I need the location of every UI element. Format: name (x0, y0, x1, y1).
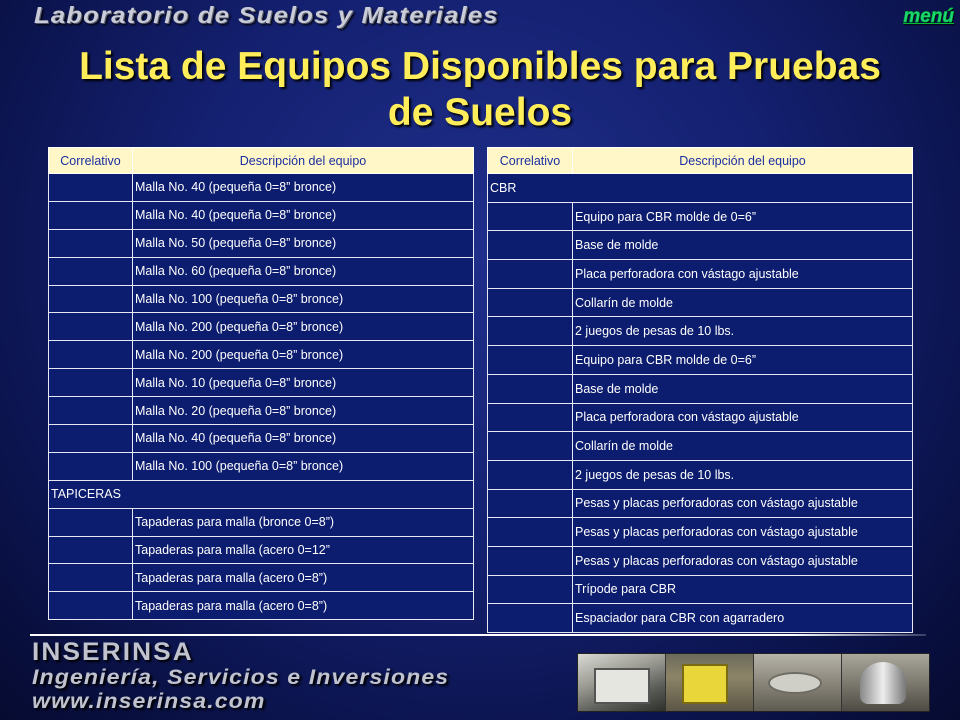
correlativo-cell (488, 374, 573, 403)
table-row (488, 374, 913, 403)
footer-divider (30, 634, 926, 636)
correlativo-cell (488, 202, 573, 231)
table-body (488, 174, 913, 633)
section-row (49, 480, 474, 508)
table-row (49, 369, 474, 397)
descripcion-cell: Tapaderas para malla (bronce 0=8”) (133, 508, 474, 536)
table-header-row (488, 148, 913, 174)
equipment-photo-strip (577, 653, 930, 712)
table-row (49, 201, 474, 229)
column-header-descripcion: Descripción del equipo (573, 148, 913, 174)
table-row (49, 564, 474, 592)
table-row (488, 575, 913, 604)
correlativo-cell (49, 369, 133, 397)
descripcion-cell: Pesas y placas perforadoras con vástago ajustable (573, 546, 913, 575)
yellow-case-photo (666, 654, 754, 711)
descripcion-cell: Malla No. 40 (pequeña 0=8” bronce) (133, 425, 474, 453)
table-row (49, 536, 474, 564)
correlativo-cell (488, 432, 573, 461)
table-row (49, 341, 474, 369)
table-row (49, 174, 474, 202)
descripcion-cell: Tapaderas para malla (acero 0=12” (133, 536, 474, 564)
descripcion-cell: Malla No. 100 (pequeña 0=8” bronce) (133, 452, 474, 480)
page-title-line2: de Suelos (387, 91, 573, 134)
correlativo-cell (488, 260, 573, 289)
correlativo-cell (488, 346, 573, 375)
company-tagline: Ingeniería, Servicios e Inversiones (32, 666, 450, 689)
correlativo-cell (49, 229, 133, 257)
table-row (488, 518, 913, 547)
table-row (488, 546, 913, 575)
correlativo-cell (488, 546, 573, 575)
descripcion-cell: Malla No. 10 (pequeña 0=8” bronce) (133, 369, 474, 397)
table-row (49, 397, 474, 425)
correlativo-cell (488, 317, 573, 346)
column-header-correlativo: Correlativo (488, 148, 573, 174)
correlativo-cell (488, 460, 573, 489)
correlativo-cell (49, 257, 133, 285)
company-website: www.inserinsa.com (32, 690, 266, 713)
table-row (488, 260, 913, 289)
correlativo-cell (49, 313, 133, 341)
descripcion-cell: Tapaderas para malla (acero 0=8”) (133, 592, 474, 620)
descripcion-cell: Equipo para CBR molde de 0=6” (573, 202, 913, 231)
correlativo-cell (49, 201, 133, 229)
descripcion-cell: Placa perforadora con vástago ajustable (573, 403, 913, 432)
correlativo-cell (488, 518, 573, 547)
correlativo-cell (488, 489, 573, 518)
descripcion-cell: Trípode para CBR (573, 575, 913, 604)
table-row (49, 313, 474, 341)
descripcion-cell: Malla No. 50 (pequeña 0=8” bronce) (133, 229, 474, 257)
correlativo-cell (49, 341, 133, 369)
correlativo-cell (49, 174, 133, 202)
oven-photo (578, 654, 666, 711)
descripcion-cell: 2 juegos de pesas de 10 lbs. (573, 460, 913, 489)
correlativo-cell (49, 564, 133, 592)
table-header-row (49, 148, 474, 174)
correlativo-cell (49, 536, 133, 564)
descripcion-cell: Malla No. 40 (pequeña 0=8” bronce) (133, 174, 474, 202)
correlativo-cell (49, 397, 133, 425)
descripcion-cell: Base de molde (573, 374, 913, 403)
descripcion-cell: Equipo para CBR molde de 0=6” (573, 346, 913, 375)
section-row (488, 174, 913, 203)
descripcion-cell: Malla No. 200 (pequeña 0=8” bronce) (133, 313, 474, 341)
mixer-photo (842, 654, 929, 711)
table-body (49, 174, 474, 620)
descripcion-cell: Collarín de molde (573, 432, 913, 461)
descripcion-cell: Tapaderas para malla (acero 0=8”) (133, 564, 474, 592)
correlativo-cell (488, 231, 573, 260)
descripcion-cell: Malla No. 100 (pequeña 0=8” bronce) (133, 285, 474, 313)
correlativo-cell (49, 592, 133, 620)
table-row (488, 489, 913, 518)
correlativo-cell (49, 285, 133, 313)
plate-photo (754, 654, 842, 711)
table-row (488, 202, 913, 231)
descripcion-cell: 2 juegos de pesas de 10 lbs. (573, 317, 913, 346)
column-header-correlativo: Correlativo (49, 148, 133, 174)
section-label: CBR (488, 174, 913, 203)
equipment-table-left (48, 147, 474, 620)
company-name: INSERINSA (32, 638, 194, 666)
descripcion-cell: Base de molde (573, 231, 913, 260)
equipment-table-right (487, 147, 913, 633)
table-row (488, 432, 913, 461)
table-row (488, 403, 913, 432)
column-header-descripcion: Descripción del equipo (133, 148, 474, 174)
page-title-line1: Lista de Equipos Disponibles para Pruebas (79, 45, 881, 88)
correlativo-cell (49, 425, 133, 453)
table-row (49, 425, 474, 453)
table-row (488, 231, 913, 260)
correlativo-cell (488, 288, 573, 317)
table-row (488, 317, 913, 346)
descripcion-cell: Malla No. 200 (pequeña 0=8” bronce) (133, 341, 474, 369)
correlativo-cell (488, 604, 573, 633)
descripcion-cell: Malla No. 60 (pequeña 0=8” bronce) (133, 257, 474, 285)
correlativo-cell (49, 508, 133, 536)
menu-link[interactable]: menú (903, 6, 954, 27)
correlativo-cell (488, 575, 573, 604)
table-row (49, 257, 474, 285)
table-row (488, 460, 913, 489)
descripcion-cell: Malla No. 40 (pequeña 0=8” bronce) (133, 201, 474, 229)
table-row (49, 285, 474, 313)
descripcion-cell: Malla No. 20 (pequeña 0=8” bronce) (133, 397, 474, 425)
table-row (488, 346, 913, 375)
table-row (488, 604, 913, 633)
table-row (488, 288, 913, 317)
lab-title: Laboratorio de Suelos y Materiales (34, 2, 499, 28)
section-label: TAPICERAS (49, 480, 474, 508)
descripcion-cell: Espaciador para CBR con agarradero (573, 604, 913, 633)
page-title (0, 44, 960, 136)
table-row (49, 229, 474, 257)
descripcion-cell: Pesas y placas perforadoras con vástago ajustable (573, 518, 913, 547)
table-row (49, 452, 474, 480)
correlativo-cell (488, 403, 573, 432)
descripcion-cell: Pesas y placas perforadoras con vástago ajustable (573, 489, 913, 518)
descripcion-cell: Placa perforadora con vástago ajustable (573, 260, 913, 289)
descripcion-cell: Collarín de molde (573, 288, 913, 317)
table-row (49, 508, 474, 536)
table-row (49, 592, 474, 620)
correlativo-cell (49, 452, 133, 480)
